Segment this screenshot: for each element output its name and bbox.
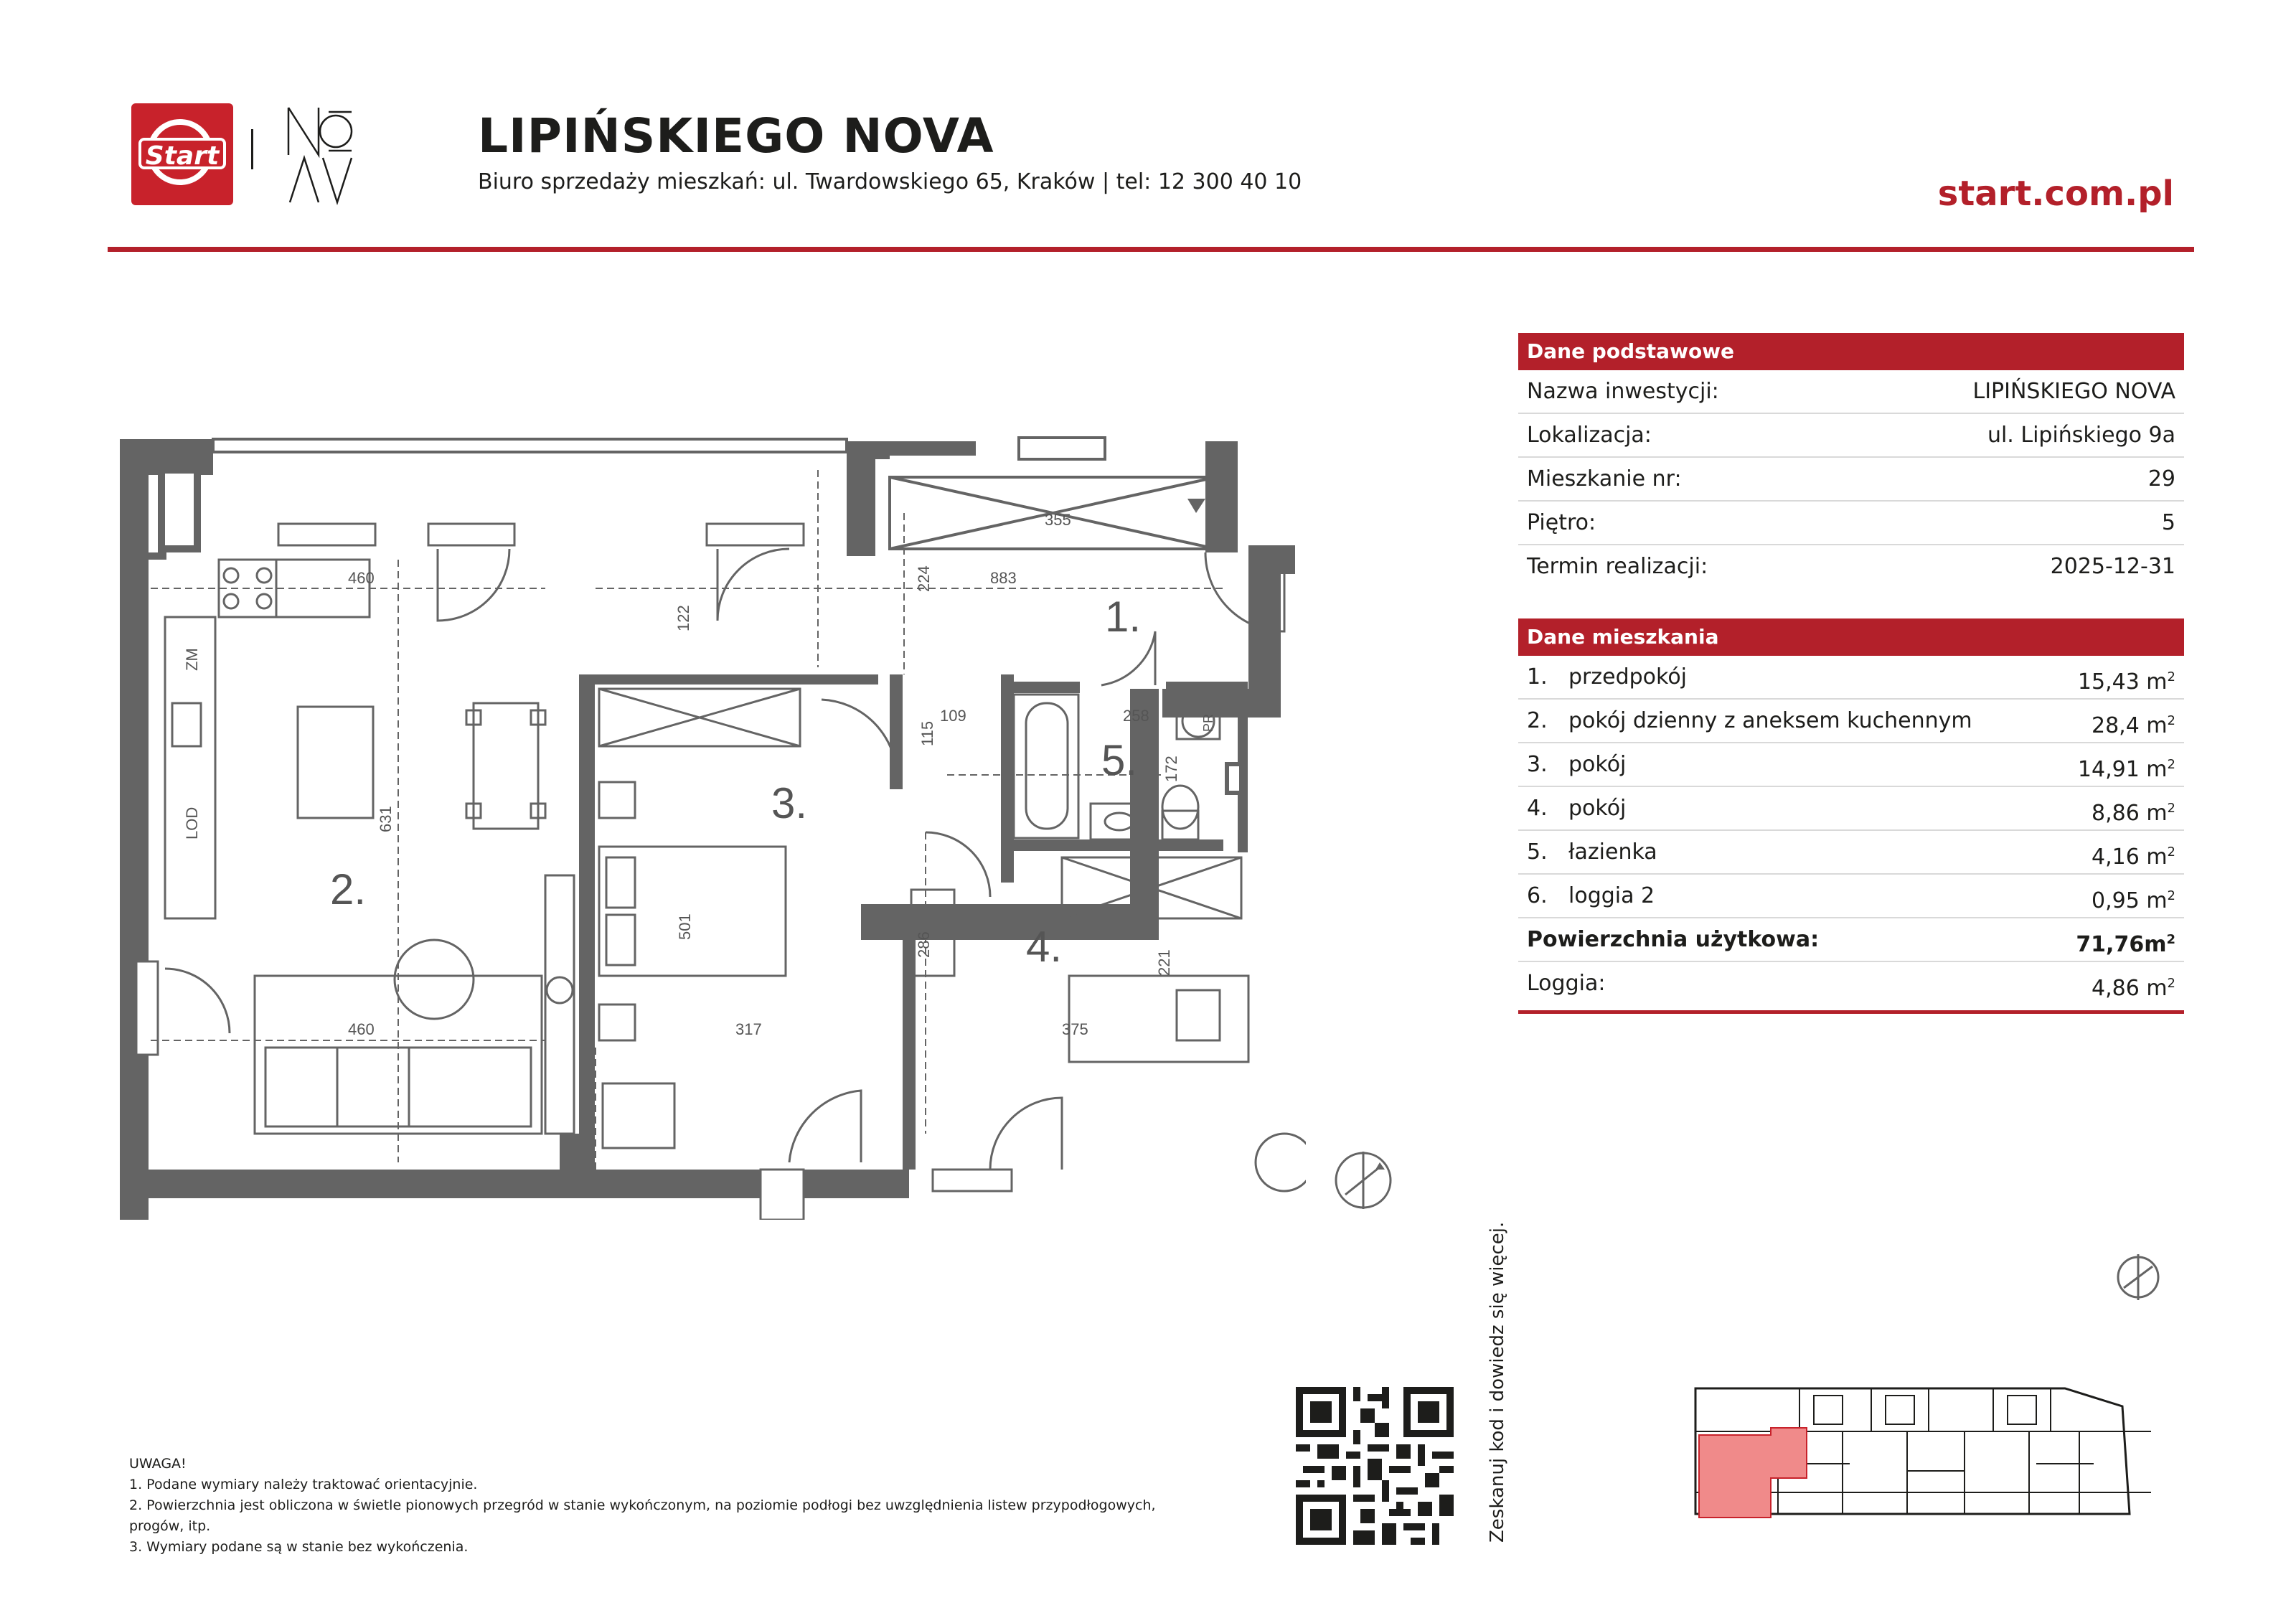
table-row: Piętro: 5: [1518, 502, 2184, 545]
dim-label: 224: [915, 565, 933, 592]
dim-label: 883: [990, 569, 1017, 587]
room-label-3: 3.: [771, 779, 808, 827]
start-logo: [131, 103, 233, 205]
table-row: 3. pokój 14,91 $m^2$: [1518, 743, 2184, 787]
page-title: LIPIŃSKIEGO NOVA: [478, 108, 994, 164]
appliance-label: LOD: [183, 806, 201, 839]
floor-plan: [100, 416, 1306, 1220]
wall-interior: [579, 674, 595, 1198]
dim-label: 375: [1062, 1020, 1088, 1038]
basic-info-table: [1518, 333, 2184, 588]
dim-label: 355: [1045, 511, 1071, 529]
note-line: 3. Wymiary podane są w stanie bez wykończenia.: [129, 1539, 469, 1555]
table-row: 6. loggia 2 0,95 $m^2$: [1518, 875, 2184, 918]
dim-label: 172: [1162, 756, 1180, 782]
dim-label: 258: [1123, 707, 1149, 725]
logo-separator: [251, 129, 253, 169]
table-row: Lokalizacja: ul. Lipińskiego 9a: [1518, 414, 2184, 458]
building-key-plan: [1692, 1385, 2180, 1528]
entrance-arrow: [1187, 499, 1205, 513]
note-line: 2. Powierzchnia jest obliczona w świetle pionowych przegród w stanie wykończonym, na poziomie podłogi bez uwzględnienia listew przypodłogowych,: [129, 1497, 1156, 1513]
room-label-2: 2.: [330, 865, 367, 913]
appliance-label: PR: [1201, 713, 1215, 732]
note-line: 1. Podane wymiary należy traktować orientacyjnie.: [129, 1477, 478, 1492]
dim-label: 286: [915, 931, 933, 958]
appliance-label: ZM: [183, 648, 201, 671]
table-row: 1. przedpokój 15,43 $m^2$: [1518, 656, 2184, 700]
total-area-row: Powierzchnia użytkowa: $71,76m^2$: [1518, 918, 2184, 962]
apartment-info-table: [1518, 618, 2184, 1005]
qr-code[interactable]: [1296, 1387, 1454, 1545]
notes-heading: UWAGA!: [129, 1456, 187, 1472]
dim-label: 221: [1155, 949, 1173, 976]
table-row: 5. łazienka 4,16 $m^2$: [1518, 831, 2184, 875]
loggia-row: Loggia: 4,86 $m^2$: [1527, 971, 2175, 1001]
start-logo-text: Start: [138, 138, 226, 169]
table-row: 4. pokój 8,86 $m^2$: [1518, 787, 2184, 831]
notes: [129, 1454, 1277, 1558]
room-label-5: 5.: [1101, 736, 1138, 784]
doors: [165, 549, 1284, 1170]
table-row: Mieszkanie nr: 29: [1518, 458, 2184, 502]
table-row: 2. pokój dzienny z aneksem kuchennym 28,4 $m^2$: [1518, 700, 2184, 743]
note-line: progów, itp.: [129, 1518, 211, 1534]
nova-logo: [286, 105, 354, 205]
apartment-info-heading: Dane mieszkania: [1518, 618, 2184, 656]
room-label-4: 4.: [1026, 923, 1063, 971]
dim-label: 317: [735, 1020, 762, 1038]
header-divider: [108, 247, 2194, 252]
dim-label: 122: [674, 605, 692, 631]
table-row: Termin realizacji: 2025-12-31: [1527, 554, 2175, 579]
dim-label: 109: [940, 707, 966, 725]
dim-label: 115: [918, 720, 936, 746]
north-arrow-icon: [1256, 1134, 1306, 1191]
dim-label: 631: [377, 806, 395, 832]
north-arrow-small-icon: [2109, 1248, 2167, 1306]
dim-label: 460: [348, 1020, 375, 1038]
dim-label: 501: [676, 913, 694, 940]
qr-caption: Zeskanuj kod i dowiedz się więcej.: [1487, 1221, 1508, 1543]
sales-office-info: Biuro sprzedaży mieszkań: ul. Twardowskiego 65, Kraków | tel: 12 300 40 10: [478, 169, 1302, 194]
apartment-highlight: [1699, 1428, 1807, 1518]
dim-label: 460: [348, 569, 375, 587]
north-arrow-icon: [1324, 1141, 1403, 1220]
kitchen: [165, 560, 574, 1134]
table-bottom-rule: [1518, 1010, 2184, 1014]
website-link[interactable]: start.com.pl: [1937, 174, 2174, 214]
table-row: Nazwa inwestycji: LIPIŃSKIEGO NOVA: [1518, 370, 2184, 414]
basic-info-heading: Dane podstawowe: [1518, 333, 2184, 370]
room-label-1: 1.: [1105, 593, 1142, 641]
